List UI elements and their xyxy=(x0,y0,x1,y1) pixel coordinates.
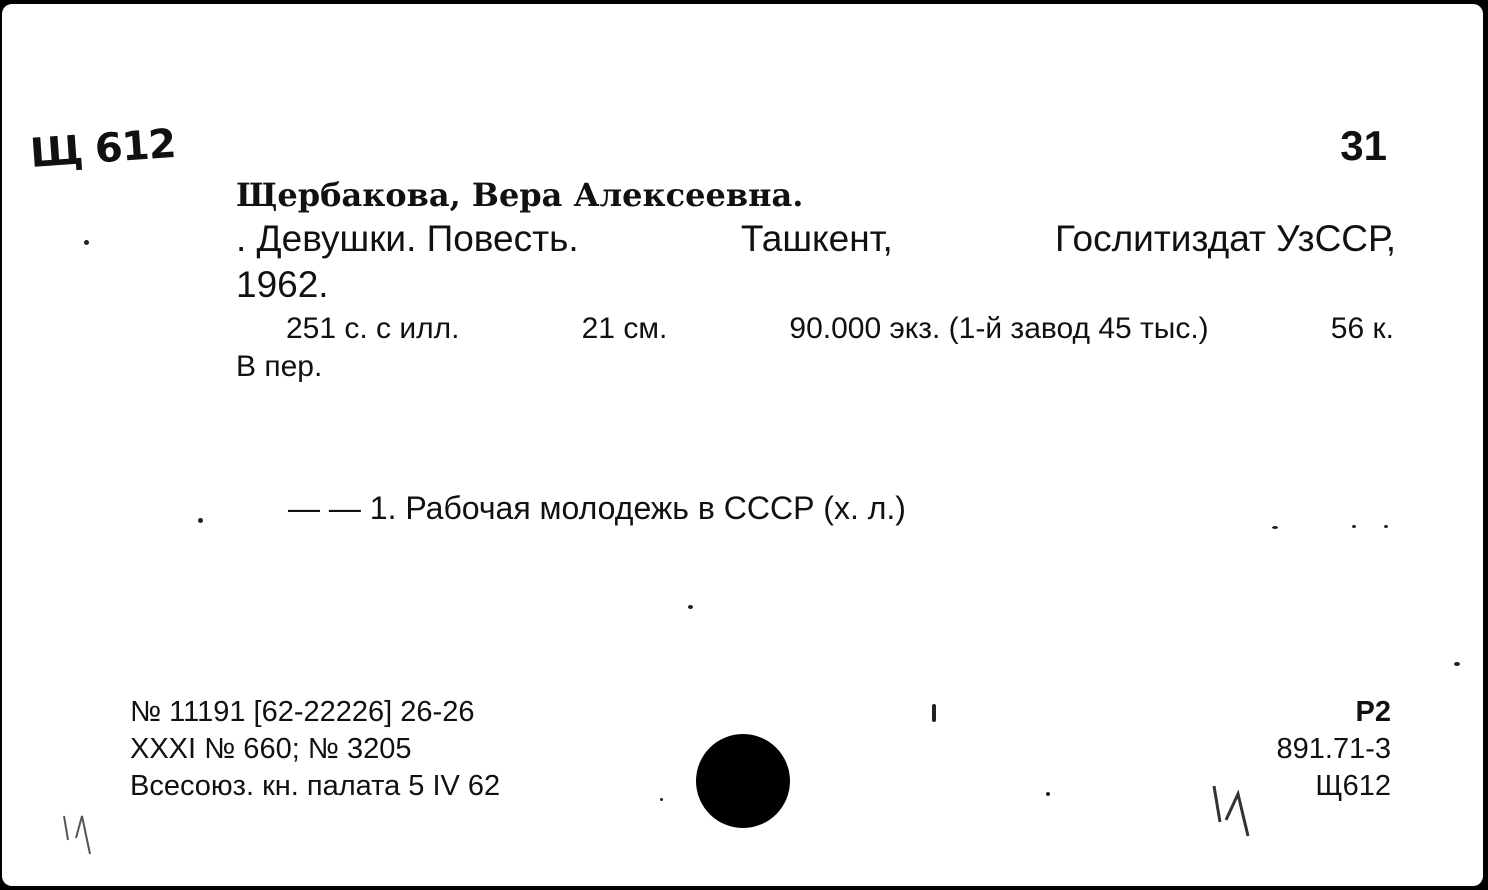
price-text: 56 к. xyxy=(1330,312,1394,345)
physical-description xyxy=(286,312,1394,346)
scan-speck xyxy=(198,518,203,523)
title-text: . Девушки. Повесть. xyxy=(236,218,579,259)
registration-line-2: XXXI № 660; № 3205 xyxy=(130,733,412,765)
scan-speck xyxy=(932,704,936,722)
scan-speck xyxy=(84,240,89,245)
print-run-text: 90.000 экз. (1-й завод 45 тыс.) xyxy=(789,312,1209,345)
title-publisher-line xyxy=(236,218,1396,260)
binding-note: В пер. xyxy=(236,350,323,383)
author-heading: Щербакова, Вера Алексеевна. xyxy=(236,176,804,214)
classification-block xyxy=(1277,694,1392,805)
scan-speck xyxy=(1384,525,1388,528)
registration-info xyxy=(130,694,500,805)
size-text: 21 см. xyxy=(581,312,668,345)
scribble-mark-left xyxy=(58,810,118,860)
catalog-card xyxy=(2,4,1483,886)
author-mark: Щ612 xyxy=(1315,770,1391,802)
subject-heading: — — 1. Рабочая молодежь в СССР (х. л.) xyxy=(288,490,906,526)
pages-text: 251 с. с илл. xyxy=(286,312,460,345)
scribble-mark-right xyxy=(1208,780,1268,844)
registration-line-1: № 11191 [62-22226] 26-26 xyxy=(130,696,475,728)
card-number: 31 xyxy=(1340,122,1387,169)
scan-speck xyxy=(1454,662,1460,666)
place-text: Ташкент, xyxy=(740,218,893,259)
scan-speck xyxy=(688,605,693,609)
publication-year: 1962. xyxy=(236,264,329,305)
publisher-text: Гослитиздат УзССР, xyxy=(1054,218,1396,259)
scan-speck xyxy=(1352,525,1356,528)
handwritten-call-number: Щ 612 xyxy=(28,120,177,178)
scan-speck xyxy=(660,798,663,801)
scan-speck xyxy=(1046,792,1050,796)
classification-code: P2 xyxy=(1355,696,1391,728)
scan-speck xyxy=(1272,526,1278,529)
udc-code: 891.71-3 xyxy=(1276,733,1391,765)
punch-hole xyxy=(696,734,790,828)
registration-line-3: Всесоюз. кн. палата 5 IV 62 xyxy=(130,770,501,802)
